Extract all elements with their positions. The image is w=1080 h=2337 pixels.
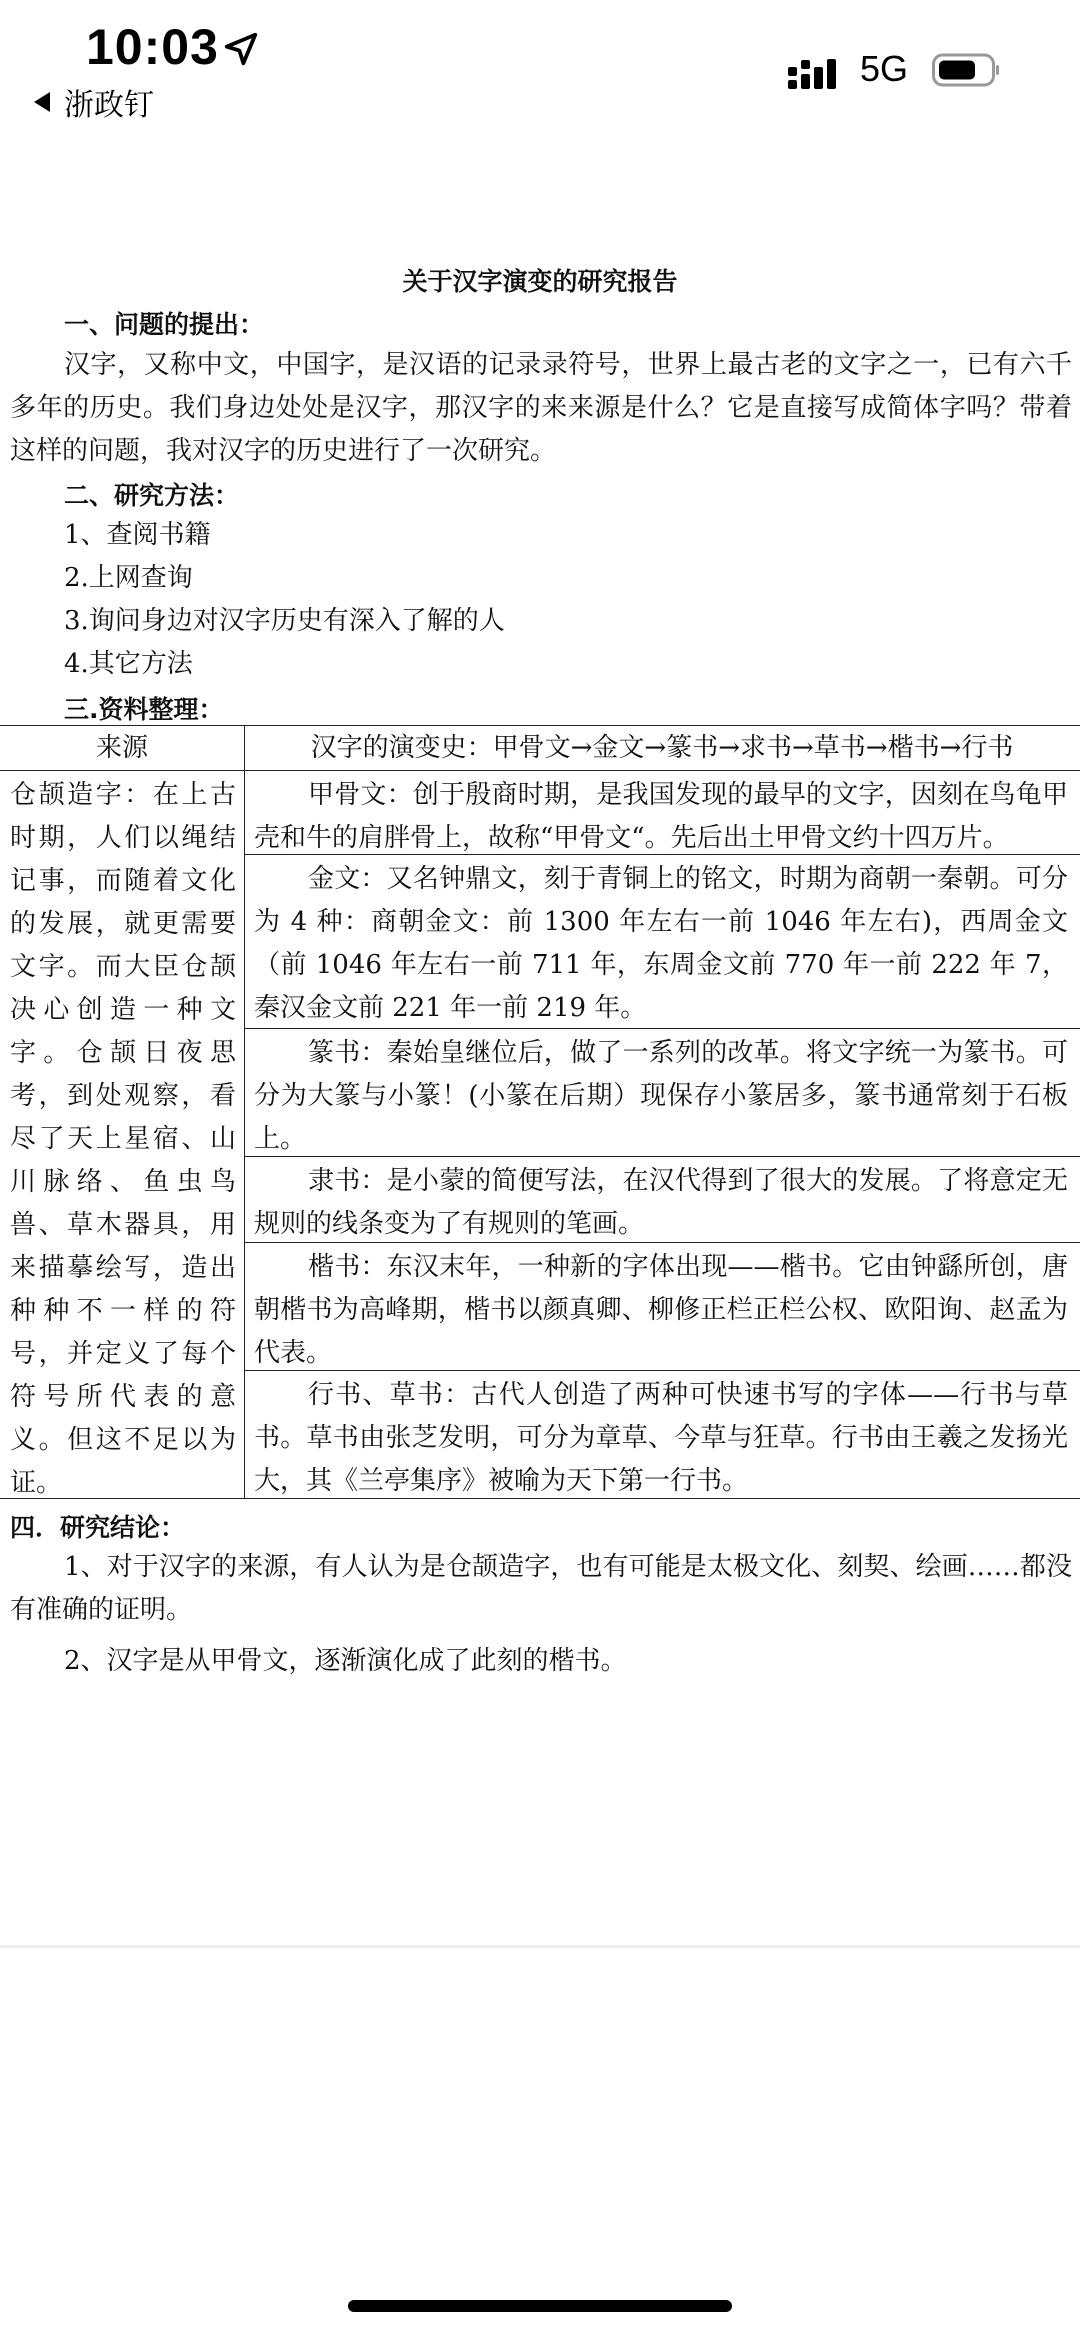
battery-icon — [932, 52, 1000, 88]
stage-running-cursive: 行书、草书：古代人创造了两种可快速书写的字体——行书与草书。草书由张芝发明，可分为章草、今草与狂草。行书由王羲之发扬光大，其《兰亭集序》被喻为天下第一行书。 — [254, 1380, 1068, 1496]
table-header-source: 来源 — [95, 733, 148, 763]
table-header-evolution: 汉字的演变史：甲骨文→金文→篆书→求书→草书→楷书→行书 — [310, 733, 1014, 763]
cellular-signal-icon — [788, 54, 848, 94]
section-2-heading: 二、研究方法： — [64, 481, 240, 510]
table-row-divider — [0, 770, 1080, 771]
section-1-text: 汉字，又称中文，中国字，是汉语的记录录符号，世界上最古老的文字之一，已有六千多年的历史。我们身边处处是汉字，那汉字的来来源是什么？它是直接写成简体字吗？带着这样的问题，我对汉字的历史进行了一次研究。 — [10, 350, 1072, 466]
origin-cell: 仓颉造字：在上古时期，人们以绳结记事，而随着文化的发展，就更需要文字。而大臣仓颉决心创造一种文字。仓颉日夜思考，到处观察，看尽了天上星宿、山川脉络、鱼虫鸟兽、草木器具，用来描摹绘写，造出种种不一样的符号，并定义了每个符号所代表的意义。但这不足以为证。 — [10, 780, 236, 1498]
table-row-divider — [244, 854, 1080, 855]
table-row-divider — [244, 1156, 1080, 1157]
home-indicator[interactable] — [348, 2300, 732, 2312]
table-row-divider — [244, 1370, 1080, 1371]
stage-bronze: 金文：又名钟鼎文，刻于青铜上的铭文，时期为商朝一秦朝。可分为 4 种：商朝金文：前 1300 年左右一前 1046 年左右)，西周金文（前 1046 年左右一前 711 年，东周金文前 770 年一前 222 年 7，秦汉金文前 221 年一前 219 年。 — [254, 864, 1068, 1023]
status-bar — [0, 0, 1080, 130]
back-triangle-icon — [34, 92, 50, 112]
method-item: 4.其它方法 — [64, 649, 193, 679]
table-column-divider — [244, 726, 245, 1498]
back-to-app-link[interactable] — [34, 80, 154, 124]
stage-clerical: 隶书：是小蒙的简便写法，在汉代得到了很大的发展。了将意定无规则的线条变为了有规则的笔画。 — [254, 1166, 1068, 1239]
location-arrow-icon — [222, 30, 260, 68]
stage-oracle-bone: 甲骨文：创于殷商时期，是我国发现的最早的文字，因刻在鸟龟甲壳和牛的肩胖骨上，故称“甲骨文“。先后出土甲骨文约十四万片。 — [254, 780, 1068, 853]
method-item: 1、查阅书籍 — [64, 520, 211, 550]
conclusion-item: 2、汉字是从甲骨文，逐渐演化成了此刻的楷书。 — [64, 1646, 627, 1676]
table-row-divider — [244, 1028, 1080, 1029]
page-end-divider — [0, 1945, 1080, 1948]
back-app-label: 浙政钉 — [64, 88, 154, 123]
report-title: 关于汉字演变的研究报告 — [402, 267, 678, 296]
evolution-table — [0, 725, 1080, 1499]
table-row-divider — [244, 1242, 1080, 1243]
method-item: 2.上网查询 — [64, 563, 193, 593]
stage-regular: 楷书：东汉末年，一种新的字体出现——楷书。它由钟繇所创，唐朝楷书为高峰期，楷书以颜真卿、柳修正栏正栏公权、欧阳询、赵孟为代表。 — [254, 1252, 1068, 1368]
stage-seal: 篆书：秦始皇继位后，做了一系列的改革。将文字统一为篆书。可分为大篆与小篆！(小篆在后期）现保存小篆居多，篆书通常刻于石板上。 — [254, 1038, 1068, 1154]
clock-time: 10:03 — [86, 19, 219, 75]
conclusion-item: 1、对于汉字的来源，有人认为是仓颉造字，也有可能是太极文化、刻契、绘画……都没有准确的证明。 — [10, 1552, 1072, 1625]
section-4-heading: 四．研究结论： — [10, 1513, 186, 1542]
section-3-heading: 三.资料整理： — [64, 695, 224, 724]
method-item: 3.询问身边对汉字历史有深入了解的人 — [64, 606, 505, 636]
section-1-heading: 一、问题的提出： — [64, 310, 265, 339]
network-type: 5G — [860, 48, 909, 89]
